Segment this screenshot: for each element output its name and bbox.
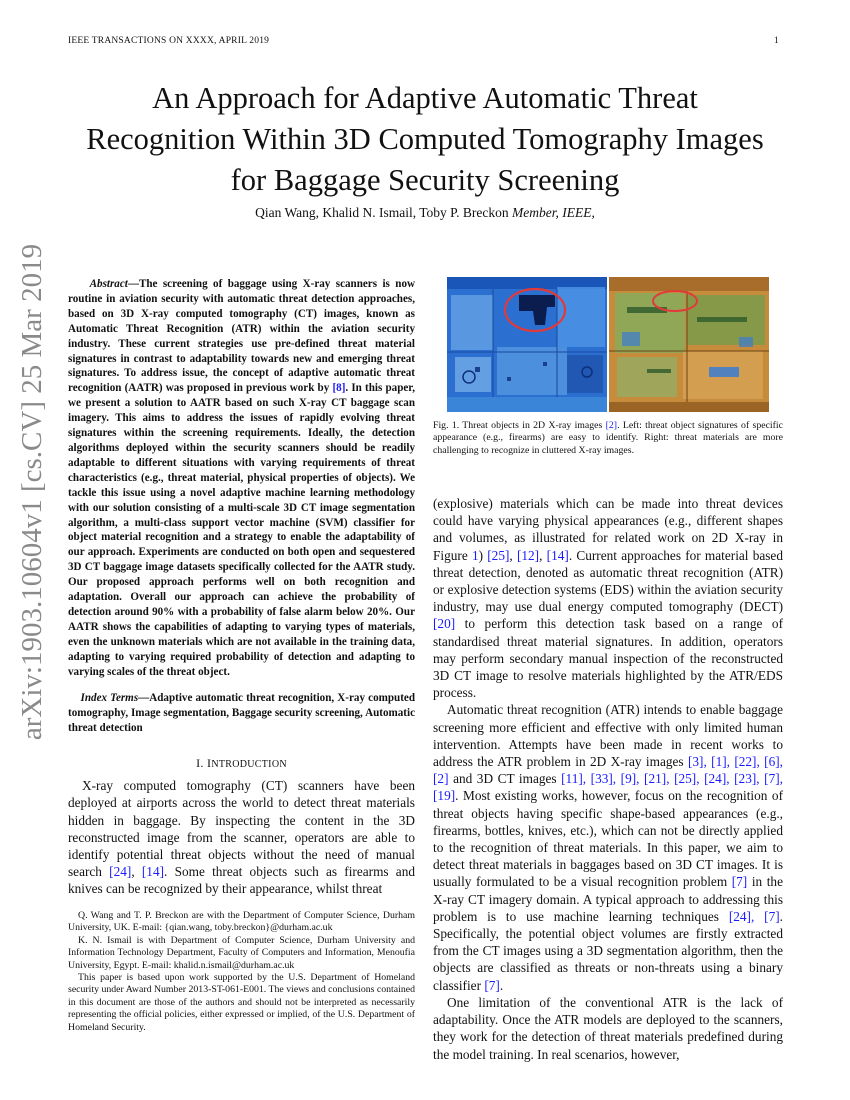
section-title-rest: NTRODUCTION [211, 759, 287, 771]
section-heading-introduction [68, 756, 415, 771]
author-line [80, 205, 770, 221]
xray-left-panel [447, 277, 607, 412]
intro-paragraph [68, 777, 415, 897]
citation-link[interactable]: [25] [487, 547, 510, 563]
body-text: and 3D CT images [448, 771, 562, 787]
body-text: in the X-ray CT imagery domain. A typical approach to addressing this problem is to use machine learning techniques [433, 874, 783, 924]
arxiv-stamp: arXiv:1903.10604v1 [cs.CV] 25 Mar 2019 [16, 243, 48, 741]
caption-text: . Left: threat object signatures of specific appearance (e.g., firearms) are easy to identify. Right: threat materials are more challenging to recognize in cluttered X-ray images. [433, 420, 783, 456]
intro-text: X-ray computed tomography (CT) scanners have been deployed at airports across the world to detect threat materials hidden in baggage. By inspecting the content in the 3D reconstructed image from the scanner, operators are able to identify potential threat objects without the need of manual search [68, 778, 415, 880]
citation-link[interactable]: [20] [433, 616, 456, 632]
abstract-text: —The screening of baggage using X-ray scanners is now routine in aviation security with automatic threat detection approaches, based on 3D X-ray computed tomography (CT) images, known as Automatic Threat Recognition (ATR) within the aviation security industry. These current strategies use pre-defined threat material signatures in contrast to adaptability towards new and emerging threat signatures. To address issue, the concept of adaptive automatic threat recognition (AATR) was proposed in previous work by [68, 278, 415, 395]
figure-link[interactable]: 1 [471, 547, 479, 563]
intro-text: , [131, 864, 142, 880]
citation-link[interactable]: [7] [484, 977, 500, 993]
abstract-text-continued: . In this paper, we present a solution to AATR based on such X-ray CT baggage scan imagery. This aims to address the issues of rapidly evolving threat signatures within the screening requirements. Ideally, the detection algorithms deployed within the security scanners should be readily adaptable to different situations with varying requirements of threat characteristics (e.g., threat material, physical properties of objects). We tackle this issue using a novel adaptive machine learning methodology with our solution consisting of a multi-scale 3D CT image segmentation algorithm, a multi-class support vector machine (SVM) classifier for object material recognition and a strategy to enable the adaptability of our approach. Experiments are conducted on both open and sequestered 3D CT baggage image datasets specifically collected for the AATR study. Our proposed approach performs well on both recognition and adaptation. Overall our approach can achieve the probability of detection around 90% with a probability of false alarm below 20%. Our AATR shows the capabilities of adapting to varying types of materials, even the unknown materials which are not available in the training data, adapting to varying required probability of detection and adapting to varying scales of the threat object. [68, 382, 415, 678]
running-header: IEEE TRANSACTIONS ON XXXX, APRIL 2019 [68, 36, 270, 46]
abstract [68, 277, 415, 679]
paragraph-limitation: One limitation of the conventional ATR is the lack of adaptability. Once the ATR models are deployed to the scanners, they work for the detection of threat materials predefined during the model training. In real scenarios, however, [433, 994, 783, 1062]
index-terms-text: —Adaptive automatic threat recognition, X-ray computed tomography, Image segmentation, Baggage security screening, Automatic threat detection [68, 692, 415, 735]
citation-link[interactable]: [24], [7] [728, 908, 780, 924]
footnotes [68, 910, 415, 1034]
body-text: . Most existing works, however, focus on the recognition of threat objects having specific shape-based appearances (e.g., firearms, bottles, knives, etc.), which can not be directly applied to the recognition of threat materials. In this paper, we aim to detect threat materials in baggages based on 3D CT images. It is usually formulated to be a visual recognition problem [433, 788, 783, 890]
citation-link[interactable]: [14] [141, 864, 165, 880]
left-column [68, 277, 415, 898]
section-initial: I [207, 756, 212, 771]
citation-link[interactable]: [7] [731, 874, 748, 890]
author-membership: Member, IEEE, [512, 205, 595, 220]
citation-link[interactable]: [2] [605, 420, 618, 431]
citation-link[interactable]: [12] [516, 547, 540, 563]
abstract-label: Abstract [89, 278, 128, 290]
index-terms [68, 691, 415, 736]
page-number: 1 [774, 36, 779, 46]
body-text: , [539, 547, 547, 563]
citation-link[interactable]: [11], [33], [9], [21], [25], [24], [23], [7], [19] [433, 771, 783, 804]
body-text: , [509, 547, 517, 563]
footnote-affiliation-2: K. N. Ismail is with Department of Computer Science, Durham University and Information Technology Department, Faculty of Computers and Information, Menoufia University, Egypt. E-mail: khalid.n.ismail@durham.ac.uk [68, 934, 415, 971]
section-numeral: I. [196, 756, 204, 771]
paragraph-materials [433, 495, 783, 701]
xray-image-pair [447, 277, 769, 412]
footnote-affiliation-1: Q. Wang and T. P. Breckon are with the Department of Computer Science, Durham University, UK. E-mail: {qian.wang, toby.breckon}@durham.ac.uk [68, 910, 415, 934]
body-text: (explosive) materials which can be made into threat devices could have varying physical appearances (e.g., different shapes and volumes, as illustrated for related work on 2D X-ray in Figure [433, 496, 783, 563]
citation-link[interactable]: [3], [1], [22], [6], [2] [433, 754, 783, 787]
abstract-citation[interactable]: [8] [332, 382, 346, 395]
right-column-body [433, 495, 783, 1063]
citation-link[interactable]: [24] [109, 864, 132, 880]
author-names: Qian Wang, Khalid N. Ismail, Toby P. Breckon [255, 205, 509, 220]
citation-link[interactable]: [14] [546, 547, 569, 563]
body-text: Automatic threat recognition (ATR) intends to enable baggage screening more efficient and effective with only limited human intervention. Attempts have been made in recent works to address the ATR problem in 2D X-ray images [433, 702, 783, 770]
index-terms-label: Index Terms [80, 692, 139, 705]
figure-caption [433, 420, 783, 457]
body-text: . [499, 977, 504, 993]
body-text: to perform this detection task based on a range of standardised threat material signatures. In addition, operators may perform secondary manual inspection of the reconstructed 3D CT image to resolve materials highlighted by the ATR/EDS process. [433, 616, 783, 701]
intro-text: . Some threat objects such as firearms and knives can be recognized by their appearance, whilst threat [68, 864, 416, 897]
body-text: ) [478, 547, 488, 563]
body-text: . Specifically, the potential object volumes are firstly extracted from the CT images using a 3D segmentation algorithm, then the objects are classified as threats or non-threats using a binary classifier [433, 908, 783, 993]
paragraph-atr [433, 701, 783, 993]
xray-right-panel [609, 277, 769, 412]
body-text: . Current approaches for material based threat detection, denoted as automatic threat recognition (ATR) or explosive detection systems (EDS) within the aviation security industry, may use dual energy computed tomography (DECT) [433, 547, 783, 615]
figure-xray-images [447, 277, 769, 412]
paper-title: An Approach for Adaptive Automatic Threat Recognition Within 3D Computed Tomography Images for Baggage Security Screening [86, 81, 764, 197]
caption-text: Fig. 1. Threat objects in 2D X-ray images [433, 420, 606, 431]
footnote-funding: This paper is based upon work supported by the U.S. Department of Homeland security under Award Number 2013-ST-061-E001. The views and conclusions contained in this document are those of the authors and should not be interpreted as necessarily representing the official policies, either expressed or implied, of the U.S. Department of Homeland Security. [68, 972, 415, 1033]
